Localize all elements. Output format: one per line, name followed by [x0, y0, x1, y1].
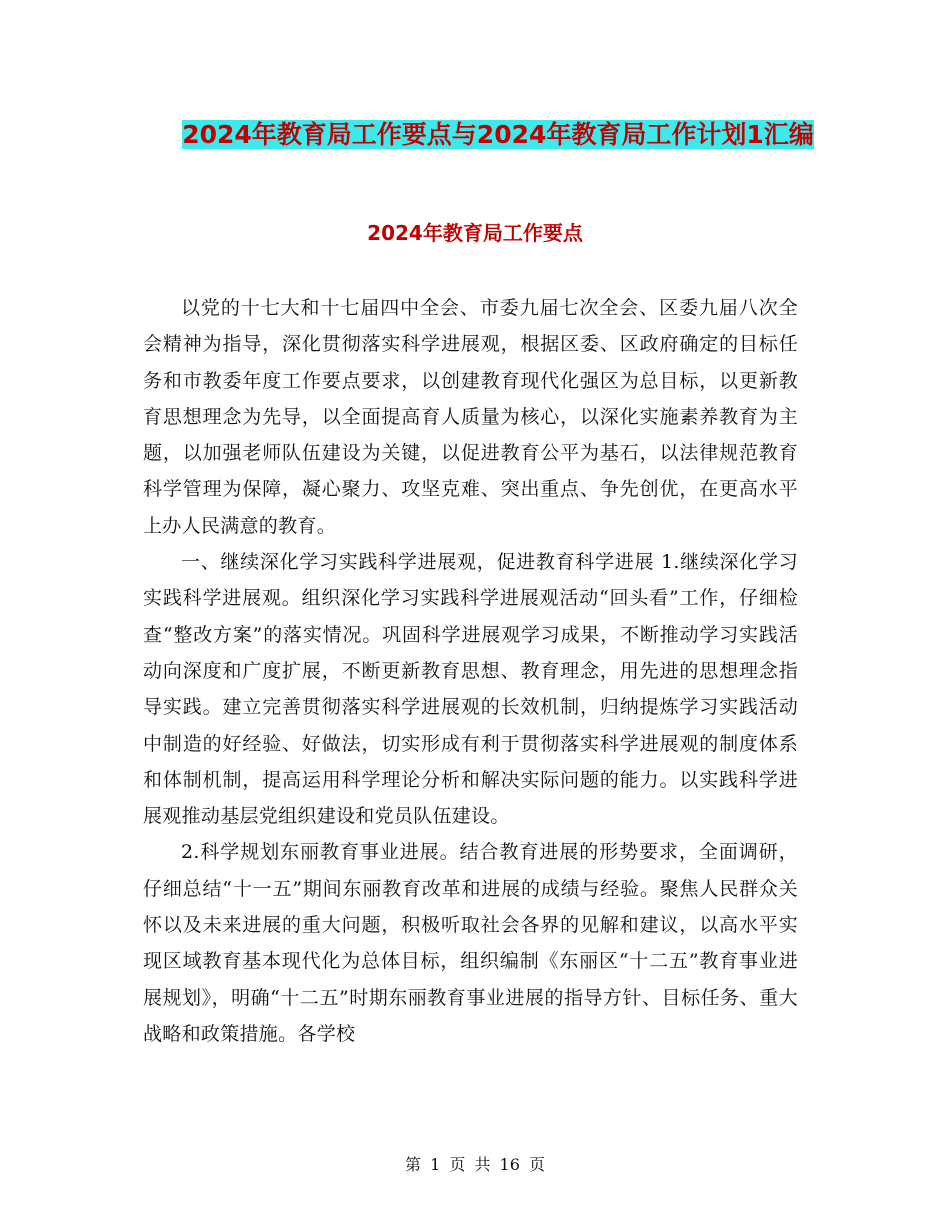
document-title-text: 2024年教育局工作要点与2024年教育局工作计划1汇编: [182, 120, 814, 149]
page-number-footer: 第 1 页 共 16 页: [405, 1155, 545, 1174]
document-body: [143, 290, 798, 1052]
paragraph-intro: 以党的十七大和十七届四中全会、市委九届七次全会、区委九届八次全会精神为指导，深化贯彻落实科学进展观，根据区委、区政府确定的目标任务和市教委年度工作要点要求，以创建教育现代化强区为总目标，以更新教育思想理念为先导，以全面提高育人质量为核心，以深化实施素养教育为主题，以加强老师队伍建设为关键，以促进教育公平为基石，以法律规范教育科学管理为保障，凝心聚力、攻坚克难、突出重点、争先创优，在更高水平上办人民满意的教育。: [143, 297, 798, 537]
paragraph-section-one: 一、继续深化学习实践科学进展观，促进教育科学进展 1.继续深化学习实践科学进展观。组织深化学习实践科学进展观活动“回头看”工作，仔细检查“整改方案”的落实情况。巩固科学进展观学习成果，不断推动学习实践活动向深度和广度扩展，不断更新教育思想、教育理念，用先进的思想理念指导实践。建立完善贯彻落实科学进展观的长效机制，归纳提炼学习实践活动中制造的好经验、好做法，切实形成有利于贯彻落实科学进展观的制度体系和体制机制，提高运用科学理论分析和解决实际问题的能力。以实践科学进展观推动基层党组织建设和党员队伍建设。: [143, 551, 798, 828]
section-title: 2024年教育局工作要点: [367, 221, 583, 245]
document-title: [140, 112, 856, 157]
paragraph-item-two: 2.科学规划东丽教育事业进展。结合教育进展的形势要求，全面调研，仔细总结“十一五”期间东丽教育改革和进展的成绩与经验。聚焦人民群众关怀以及未来进展的重大问题，积极听取社会各界的见解和建议，以高水平实现区域教育基本现代化为总体目标，组织编制《东丽区“十二五”教育事业进展规划》，明确“十二五”时期东丽教育事业进展的指导方针、目标任务、重大战略和政策措施。各学校: [143, 841, 798, 1045]
